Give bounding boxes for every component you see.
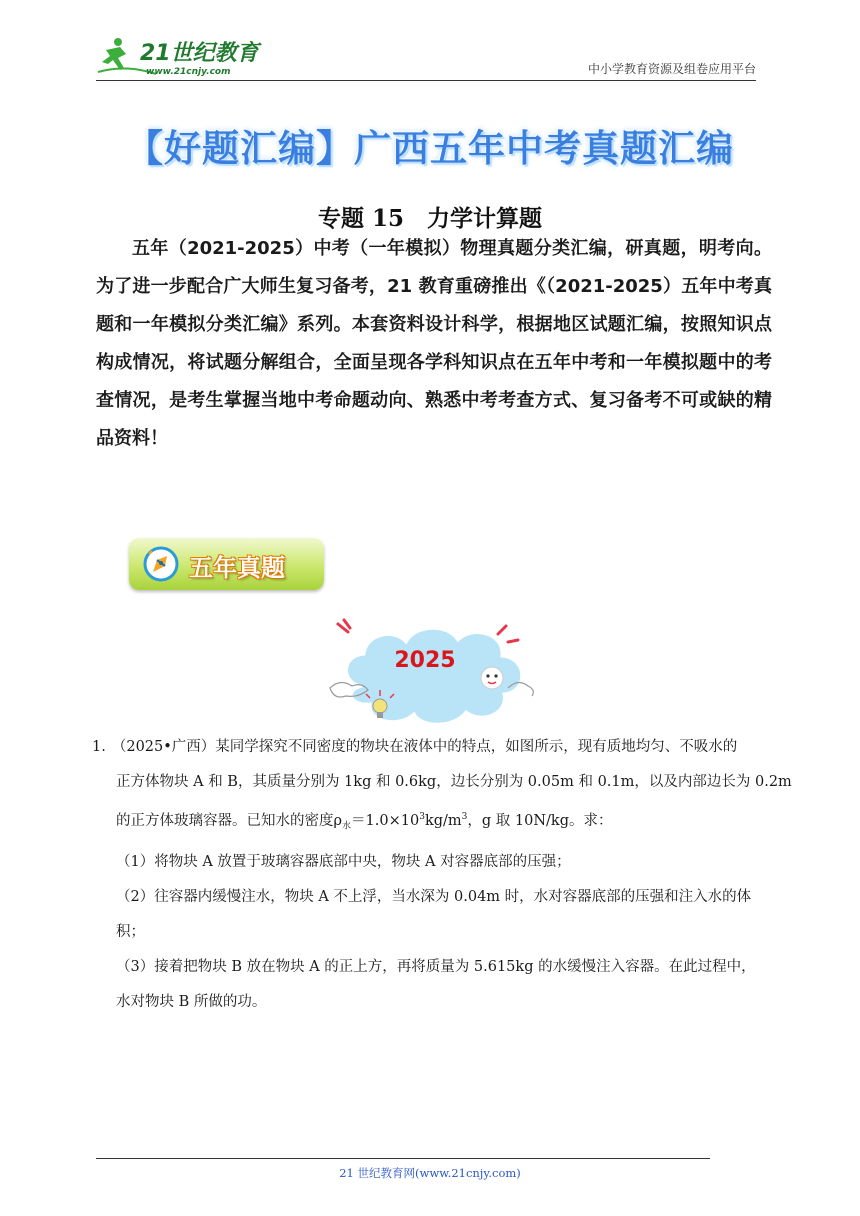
section-badge (129, 538, 324, 590)
question-part-2-line-2: 积； (116, 923, 145, 940)
header-tagline: 中小学教育资源及组卷应用平台 (587, 62, 756, 76)
21cnjy-logo (96, 34, 266, 78)
svg-text:21世纪教育: 21世纪教育 (140, 41, 259, 66)
question-part-2-line-1: （2）往容器内缓慢注水，物块 A 不上浮，当水深为 0.04m 时，水对容器底部的压强和注入水的体 (116, 888, 752, 905)
question-1 (92, 730, 792, 1020)
question-part-1: （1）将物块 A 放置于玻璃容器底部中央，物块 A 对容器底部的压强； (116, 853, 571, 870)
question-part-3-line-2: 水对物块 B 所做的功。 (116, 993, 267, 1010)
header-rule (96, 80, 756, 81)
banner-title: 【好题汇编】广西五年中考真题汇编 (126, 127, 734, 170)
pen-nib-icon (143, 546, 179, 582)
question-number: 1. (92, 739, 106, 755)
year-cloud-illustration (322, 616, 538, 742)
topic-title: 专题 15 力学计算题 (317, 205, 542, 232)
intro-paragraph: 五年（2021-2025）中考（一年模拟）物理真题分类汇编，研真题，明考向。为了进一步配合广大师生复习备考，21 教育重磅推出《（2021-2025）五年中考真题和一年模拟分类汇编》系列。本套资料设计科学，根据地区试题汇编，按照知识点构成情况，将试题分解组合，全面呈现各学科知识点在五年中考和一年模拟题中的考查情况，是考生掌握当地中考命题动向、熟悉中考考查方式、复习备考不可或缺的精品资料！ (96, 238, 772, 449)
question-stem-line-3: 的正方体玻璃容器。已知水的密度$\rho_水=1.0\times 10^3kg/m^3$，g 取 10N/kg。求： (116, 812, 613, 832)
footer-text[interactable]: 21 世纪教育网(www.21cnjy.com) (339, 1166, 521, 1180)
section-badge-label: 五年真题 (189, 554, 285, 582)
svg-text:www.21cnjy.com: www.21cnjy.com (146, 67, 231, 77)
question-part-3-line-1: （3）接着把物块 B 放在物块 A 的正上方，再将质量为 5.615kg 的水缓慢注入容器。在此过程中， (116, 958, 756, 975)
year-label: 2025 (394, 648, 456, 673)
footer-rule (96, 1158, 710, 1159)
question-stem-line-1: 1. （2025•广西）某同学探究不同密度的物块在液体中的特点，如图所示，现有质地均匀、不吸水的 (92, 739, 738, 755)
question-stem-line-2: 正方体物块 A 和 B，其质量分别为 1kg 和 0.6kg，边长分别为 0.05m 和 0.1m，以及内部边长为 0.2m (116, 774, 792, 790)
